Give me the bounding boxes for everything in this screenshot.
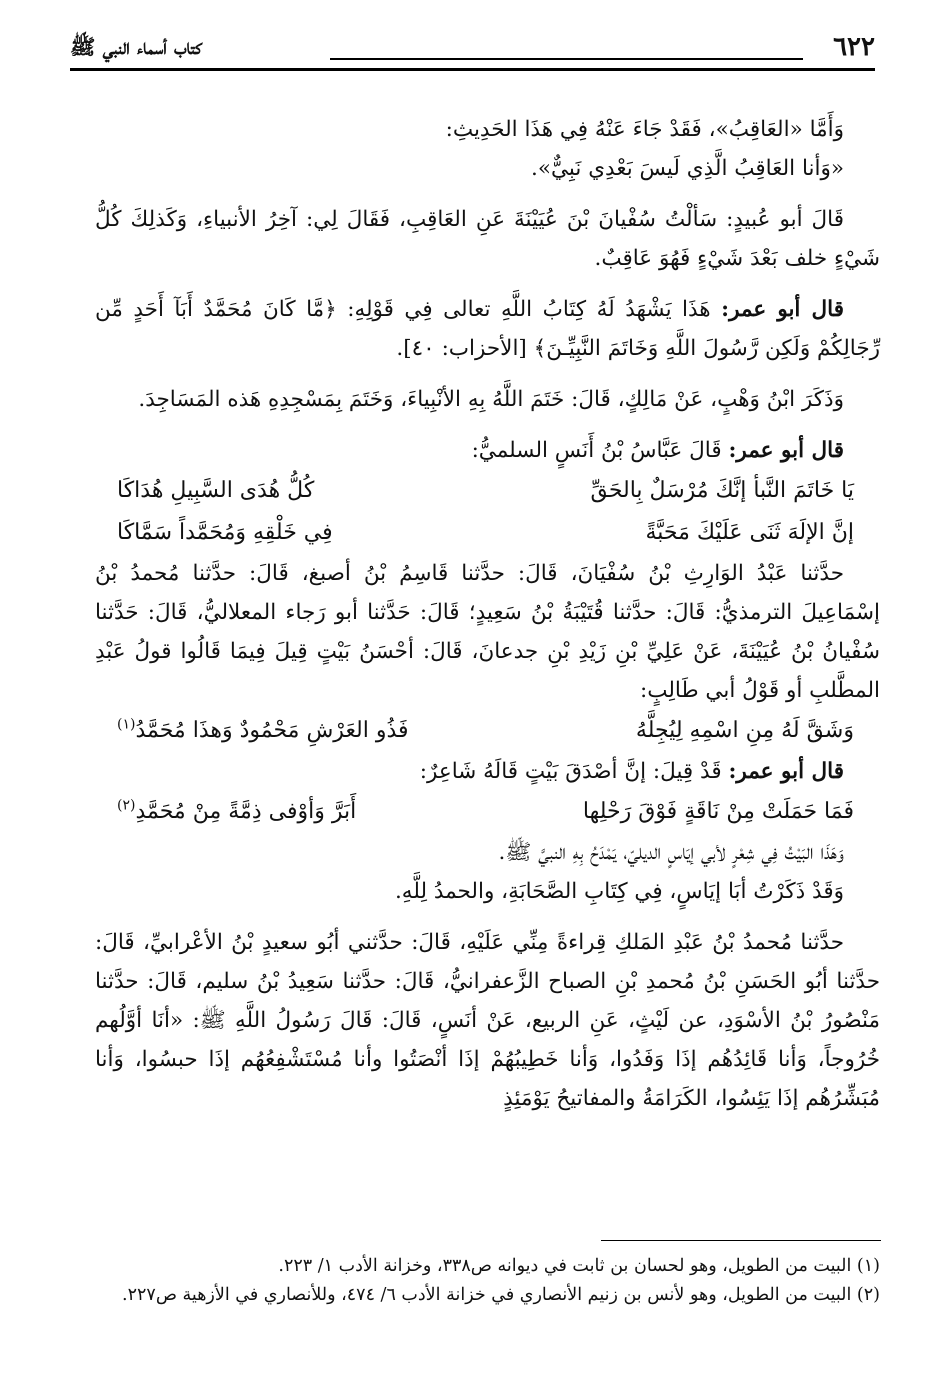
- verse-text: أَبَرَّ وَأوْفى ذِمَّةً مِنْ مُحَمَّدِ: [135, 799, 357, 824]
- page-number: ٦٢٢: [833, 32, 875, 62]
- paragraph: حدَّثنا مُحمدُ بْنُ عَبْدِ المَلكِ قِراءةً مِنِّي عَلَيْهِ، قَالَ: حدَّثني أبُو سعيدٍ بْنُ الأعْرابيِّ، قَالَ: حدَّثنا أبُو الحَسَنِ بْنُ مُحمدِ بْنِ الصباح الزَّعفرانيُّ، قَالَ: حدَّثنا سَعِيدُ بْنُ سليم، قَالَ: حدَّثنا مَنْصُورُ بْنُ الأسْوَدِ، عن لَيْثٍ، عَنِ الربيع، عَنْ أنَسٍ، قَالَ: قَالَ رَسُولُ اللَّهِ ﷺ: «أنَا أوَّلُهم خُرُوجاً، وَأنا قَائِدُهُم إذَا وَفَدُوا، وَأنا خَطِيبُهُمْ إذَا أنْصَتُوا وأنا مُسْتَشْفِعُهُم إذَا حبسُوا، وَأنا مُبَشِّرُهُم إذَا يَئِسُوا، الكَرَامَةُ والمفاتيحُ يَوْمَئِذٍ: [95, 930, 880, 1111]
- speaker-label: قال أبو عمر:: [728, 759, 844, 784]
- footnote-marker: (١): [117, 716, 136, 733]
- poem-verse: [95, 791, 880, 833]
- paragraph: وَأَمَّا «العَاقِبُ»، فَقَدْ جَاءَ عَنْهُ فِي هَذَا الحَدِيثِ:: [445, 117, 844, 142]
- page-header: [70, 28, 875, 68]
- verse-first-hemistich: فَمَا حَمَلَتْ مِنْ نَاقَةٍ فَوْقَ رَحْلِها: [582, 799, 854, 824]
- header-divider: [70, 68, 875, 71]
- verse-second-hemistich: [117, 710, 409, 752]
- poem-verse: [95, 470, 880, 512]
- paragraph: [95, 290, 880, 368]
- poem-verse: [95, 710, 880, 752]
- paragraph: [95, 752, 880, 791]
- header-rule: [330, 58, 803, 60]
- paragraph-text: قَدْ قِيلَ: إنَّ أصْدَقَ بَيْتٍ قَالَهُ شَاعِرٌ:: [419, 759, 722, 784]
- paragraph: وَهَذَا البَيْتُ فِي شِعْرٍ لأبي إيَاسٍ الديليّ، يَمْدَحُ بِهِ النبيَّ ﷺ.: [498, 840, 844, 865]
- verse-first-hemistich: يَا خَاتَمَ النَّبأ إنَّكَ مُرْسَلٌ بِالحَقِّ: [590, 478, 854, 503]
- verse-second-hemistich: فِي خَلْقِهِ وَمُحَمَّداً سَمَّاكَا: [117, 520, 333, 545]
- verse-second-hemistich: [117, 791, 356, 833]
- footnote-marker: (٢): [117, 797, 136, 814]
- main-text: [95, 110, 880, 1118]
- running-title: كتاب أسماء النبي ﷺ: [70, 34, 202, 59]
- footnote: (١) البيت من الطويل، وهو لحسان بن ثابت في ديوانه ص٣٣٨، وخزانة الأدب ١/ ٢٢٣.: [278, 1256, 880, 1276]
- hadith-quote: «وَأنا العَاقِبُ الَّذِي لَيسَ بَعْدِي نَبِيٌّ».: [531, 156, 844, 181]
- speaker-label: قال أبو عمر:: [728, 438, 844, 463]
- verse-first-hemistich: وَشَقَّ لَهُ مِنِ اسْمِهِ لِيُجِلَّهُ: [635, 718, 854, 743]
- speaker-label: قال أبو عمر:: [721, 297, 844, 322]
- paragraph: وَذَكَرَ ابْنُ وَهْبٍ، عَنْ مَالِكٍ، قَالَ: خَتَمَ اللَّهُ بِهِ الأنْبِياءَ، وَخَتَمَ بِمَسْجِدِهِ هَذه المَسَاجِدَ.: [138, 387, 844, 412]
- footnotes: [95, 1252, 880, 1310]
- footnote: (٢) البيت من الطويل، وهو لأنس بن زنيم الأنصاري في خزانة الأدب ٦/ ٤٧٤، وللأنصاري في الأزهية ص٢٢٧.: [122, 1285, 880, 1305]
- paragraph: حدَّثنا عَبْدُ الوَارِثِ بْنُ سُفْيَانَ، قَالَ: حدَّثنا قَاسِمُ بْنُ أصبغ، قَالَ: حدَّثنا مُحمدُ بْنُ إسْمَاعِيلَ الترمذيُّ: قَالَ: حدَّثنا قُتَيْبَةُ بْنُ سَعِيدٍ؛ قَالَ: حَدَّثنا أبو رَجاء المعلاليُّ، قَالَ: حَدَّثنا سُفْيانُ بْنُ عُيَيْنَةَ، عَنْ عَلِيِّ بْنِ زَيْدِ بْنِ جدعانَ، قَالَ: أحْسَنُ بَيْتٍ قِيلَ فِيمَا قَالُوا قولُ عَبْدِ المطَّلبِ أو قَوْلُ أبي طَالِبٍ:: [95, 561, 880, 703]
- verse-text: فَذُو العَرْشِ مَحْمُودٌ وَهذَا مُحَمَّدُ: [135, 718, 409, 743]
- verse-first-hemistich: إنَّ الإلَهَ ثَنَى عَلَيْكَ مَحَبَّةً: [645, 520, 854, 545]
- paragraph: قَالَ أبو عُبيدٍ: سَألْتُ سُفْيانَ بْنَ عُيَيْنَةَ عَنِ العَاقِبِ، فَقَالَ لِي: آخِرُ الأنبياءِ، وَكَذلِكَ كُلُّ شَيْءٍ خلف بَعْدَ شَيْءٍ فَهُوَ عَاقِبٌ.: [95, 207, 880, 271]
- paragraph: [95, 431, 880, 470]
- paragraph-text: هَذَا يَشْهَدُ لَهُ كِتَابُ اللَّهِ تعالى فِي قَوْلِهِ: ﴿مَّا كَانَ مُحَمَّدٌ أَبَآ أَحَدٍ مِّن رِّجَالِكُمْ وَلَكِن رَّسُولَ اللَّهِ وَخَاتَمَ النَّبِيِّـنَ﴾ [الأحزاب: ٤٠].: [95, 297, 880, 361]
- verse-second-hemistich: كُلُّ هُدَى السَّبِيلِ هُدَاكَا: [117, 478, 315, 503]
- paragraph-text: قَالَ عَبَّاسُ بْنُ أَنَسٍ السلميُّ:: [471, 438, 722, 463]
- paragraph: وَقَدْ ذَكَرْتُ أبَا إيَاسٍ، فِي كِتَابِ الصَّحَابَةِ، والحمدُ لِلَّهِ.: [394, 879, 844, 904]
- poem-verse: [95, 512, 880, 554]
- footnote-separator: [601, 1240, 881, 1241]
